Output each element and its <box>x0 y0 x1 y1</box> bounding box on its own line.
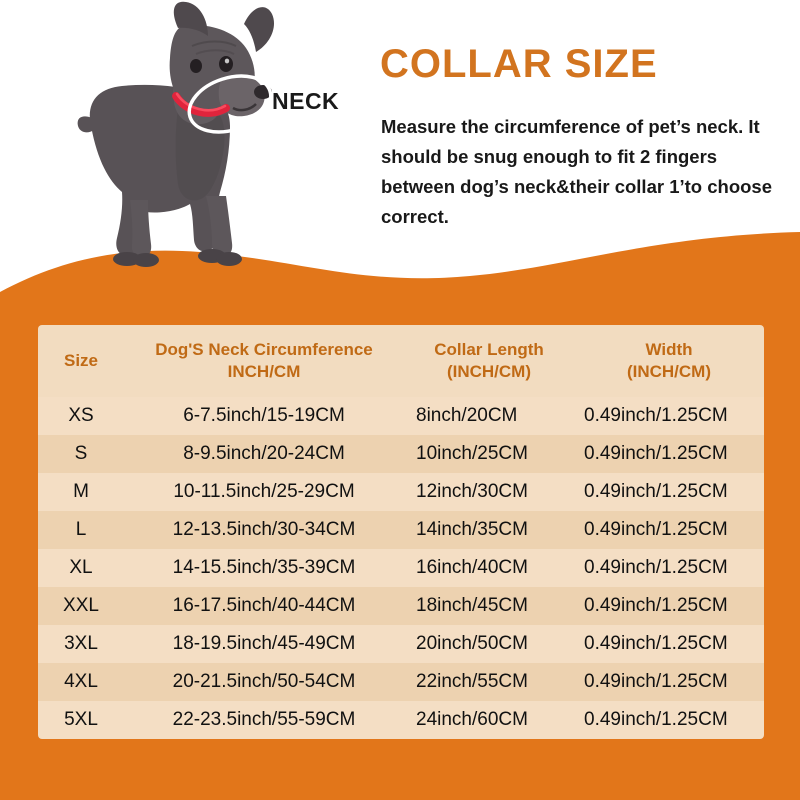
cell-length: 18inch/45CM <box>404 587 574 625</box>
table-header-row <box>38 325 764 397</box>
cell-length: 24inch/60CM <box>404 701 574 739</box>
table-row <box>38 511 764 549</box>
size-table-card <box>38 325 764 739</box>
cell-width: 0.49inch/1.25CM <box>574 625 764 663</box>
cell-width: 0.49inch/1.25CM <box>574 663 764 701</box>
cell-width: 0.49inch/1.25CM <box>574 473 764 511</box>
header-width-line2: (INCH/CM) <box>626 362 712 381</box>
header-neck-line2: INCH/CM <box>227 362 301 381</box>
cell-width: 0.49inch/1.25CM <box>574 549 764 587</box>
cell-neck: 16-17.5inch/40-44CM <box>124 587 404 625</box>
cell-width: 0.49inch/1.25CM <box>574 587 764 625</box>
header-neck-line1: Dog'S Neck Circumference <box>155 340 373 359</box>
cell-width: 0.49inch/1.25CM <box>574 511 764 549</box>
header-width-line1: Width <box>645 340 693 359</box>
cell-size: XXL <box>38 587 124 625</box>
cell-neck: 10-11.5inch/25-29CM <box>124 473 404 511</box>
cell-size: 4XL <box>38 663 124 701</box>
cell-size: XL <box>38 549 124 587</box>
size-table <box>38 325 764 739</box>
page-title: COLLAR SIZE <box>380 42 658 86</box>
cell-length: 14inch/35CM <box>404 511 574 549</box>
header-cell-neck <box>124 325 404 397</box>
cell-neck: 12-13.5inch/30-34CM <box>124 511 404 549</box>
table-row <box>38 663 764 701</box>
table-row <box>38 397 764 435</box>
table-row <box>38 549 764 587</box>
header-length-line2: (INCH/CM) <box>446 362 532 381</box>
cell-neck: 14-15.5inch/35-39CM <box>124 549 404 587</box>
cell-size: 5XL <box>38 701 124 739</box>
cell-neck: 20-21.5inch/50-54CM <box>124 663 404 701</box>
cell-length: 20inch/50CM <box>404 625 574 663</box>
cell-length: 12inch/30CM <box>404 473 574 511</box>
header-size-line1: Size <box>63 351 99 370</box>
table-row <box>38 587 764 625</box>
cell-width: 0.49inch/1.25CM <box>574 397 764 435</box>
table-row <box>38 701 764 739</box>
instructions-text: Measure the circumference of pet’s neck. It should be snug enough to fit 2 fingers between dog’s neck&their collar 1’to choose correct. <box>381 116 772 227</box>
table-row <box>38 435 764 473</box>
table-row <box>38 473 764 511</box>
cell-size: XS <box>38 397 124 435</box>
cell-size: S <box>38 435 124 473</box>
header-cell-length <box>404 325 574 397</box>
cell-length: 22inch/55CM <box>404 663 574 701</box>
cell-width: 0.49inch/1.25CM <box>574 435 764 473</box>
cell-size: 3XL <box>38 625 124 663</box>
cell-length: 8inch/20CM <box>404 397 574 435</box>
cell-neck: 6-7.5inch/15-19CM <box>124 397 404 435</box>
neck-callout-label: NECK <box>272 88 340 114</box>
cell-width: 0.49inch/1.25CM <box>574 701 764 739</box>
cell-length: 10inch/25CM <box>404 435 574 473</box>
cell-neck: 8-9.5inch/20-24CM <box>124 435 404 473</box>
header-cell-size <box>38 325 124 397</box>
header-length-line1: Collar Length <box>434 340 544 359</box>
size-table-body <box>38 397 764 739</box>
cell-length: 16inch/40CM <box>404 549 574 587</box>
cell-size: M <box>38 473 124 511</box>
table-row <box>38 625 764 663</box>
header-cell-width <box>574 325 764 397</box>
dog-illustration <box>30 0 330 280</box>
cell-neck: 18-19.5inch/45-49CM <box>124 625 404 663</box>
header-section <box>0 0 800 270</box>
cell-size: L <box>38 511 124 549</box>
cell-neck: 22-23.5inch/55-59CM <box>124 701 404 739</box>
